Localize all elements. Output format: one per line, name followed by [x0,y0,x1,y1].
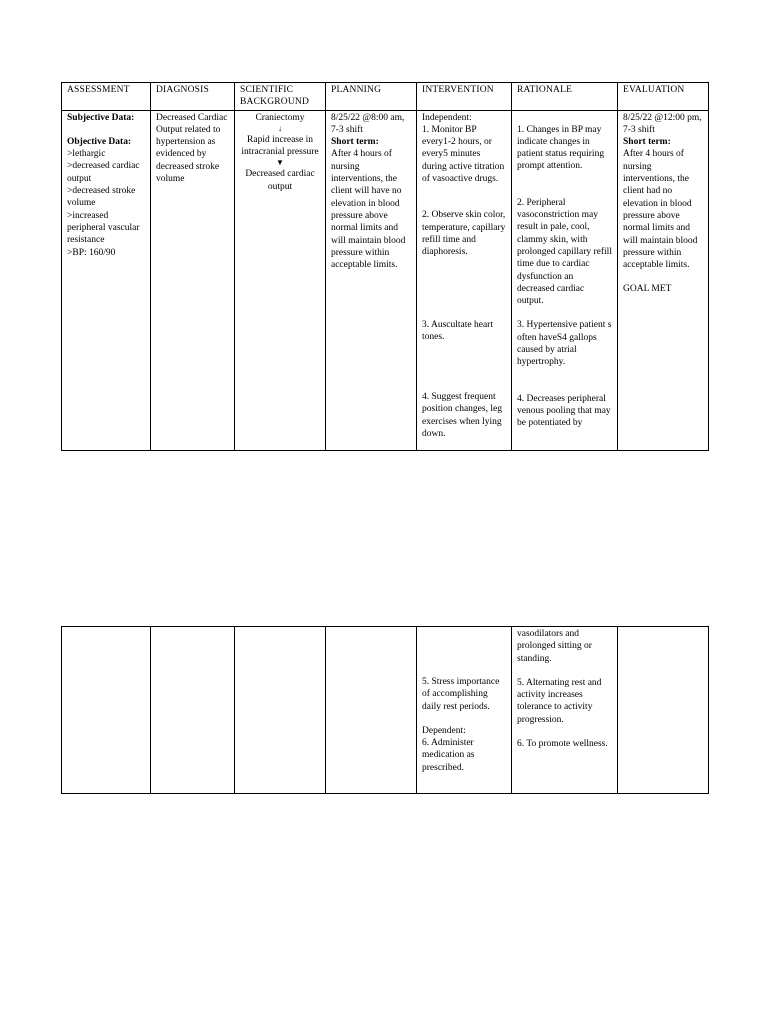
planning-date: 8/25/22 @8:00 am, 7-3 shift [331,112,405,135]
dependent-label: Dependent: [422,725,466,736]
rationale-cell-continued [512,627,618,794]
arrow-down-icon: ↓ [278,123,282,133]
rationale-2: 2. Peripheral vasoconstriction may result in pale, cool, clammy skin, with prolonged capillary refill time due to cardiac dysfunction an decreased cardiac output. [517,197,612,307]
assessment-cell [62,110,151,450]
care-plan-table-page1 [61,82,709,451]
planning-cell-continued [326,627,417,794]
diagnosis-text: Decreased Cardiac Output related to hypertension as evidenced by decreased stroke volume [156,112,228,185]
header-planning: PLANNING [326,83,417,111]
intervention-2: 2. Observe skin color, temperature, capillary refill time and diaphoresis. [422,210,506,258]
objective-label: Objective Data: [67,136,132,147]
rationale-5: 5. Alternating rest and activity increases tolerance to activity progression. [517,677,602,725]
intervention-4: 4. Suggest frequent position changes, leg exercises when lying down. [422,392,502,440]
background-step-craniectomy: Craniectomy [255,112,305,123]
assessment-cell-continued [62,627,151,794]
background-step-icp: Rapid increase in intracranial pressure [241,134,319,158]
assessment-item: >decreased cardiac output [67,161,140,184]
assessment-item: >decreased stroke volume [67,186,136,209]
rationale-4: 4. Decreases peripheral venous pooling that may be potentiated by [517,393,611,429]
header-rationale: RATIONALE [512,83,618,111]
evaluation-date: 8/25/22 @12:00 pm, 7-3 shift [623,112,702,135]
evaluation-cell [618,110,709,450]
subjective-label: Subjective Data: [67,112,135,123]
evaluation-cell-continued [618,627,709,794]
header-evaluation: EVALUATION [618,83,709,111]
goal-status: GOAL MET [623,284,672,295]
assessment-item: >increased peripheral vascular resistance [67,210,140,246]
care-plan-row [62,110,709,450]
background-cell-continued [235,627,326,794]
intervention-6: 6. Administer medication as prescribed. [422,738,475,773]
arrow-down-icon: ▼ [276,158,284,168]
intervention-cell [417,110,512,450]
diagnosis-cell [151,110,235,450]
header-row [62,83,709,111]
assessment-item: >BP: 160/90 [67,247,116,258]
independent-label: Independent: [422,112,472,123]
background-step-cardiac-output: Decreased cardiac output [245,169,315,192]
care-plan-row-continued [62,627,709,794]
planning-term-label: Short term: [331,137,379,148]
rationale-3: 3. Hypertensive patient s often haveS4 gallops caused by atrial hypertrophy. [517,320,612,368]
diagnosis-cell-continued [151,627,235,794]
rationale-cell [512,110,618,450]
care-plan-table-page2 [61,626,709,794]
header-assessment: ASSESSMENT [62,83,151,111]
planning-cell [326,110,417,450]
evaluation-term-label: Short term: [623,137,671,148]
header-intervention: INTERVENTION [417,83,512,111]
header-diagnosis: DIAGNOSIS [151,83,235,111]
intervention-cell-continued [417,627,512,794]
planning-goal: After 4 hours of nursing interventions, the client will have no elevation in blood pressure above normal limits and will maintain blood pressure within acceptable limits. [331,149,406,271]
intervention-5: 5. Stress importance of accomplishing daily rest periods. [422,677,500,712]
rationale-1: 1. Changes in BP may indicate changes in patient status requiring prompt attention. [517,124,605,172]
intervention-1: 1. Monitor BP every1-2 hours, or every5 minutes during active titration of vasoactive drugs. [422,124,505,185]
header-scientific-background: SCIENTIFIC BACKGROUND [235,83,326,111]
background-cell [235,110,326,450]
rationale-6: 6. To promote wellness. [517,739,608,750]
assessment-item: >lethargic [67,149,106,160]
intervention-3: 3. Auscultate heart tones. [422,319,493,342]
rationale-4-continued: vasodilators and prolonged sitting or standing. [517,629,592,664]
evaluation-text: After 4 hours of nursing interventions, the client had no elevation in blood pressure above normal limits and will maintain blood pressure within acceptable limits. [623,149,698,271]
